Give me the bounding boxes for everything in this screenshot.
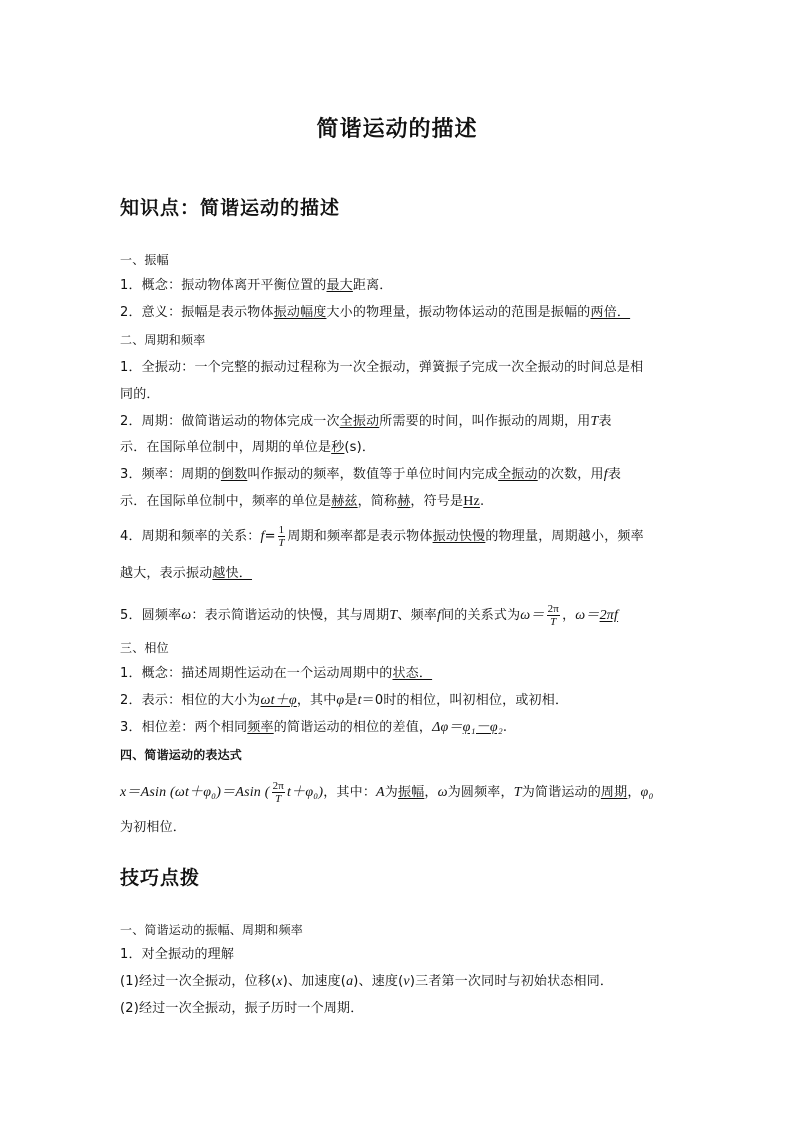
phase-concept: 1．概念：描述周期性运动在一个运动周期中的状态． — [120, 666, 433, 681]
phase-title: 三、相位 — [120, 641, 169, 655]
tips-item-1b: (2)经过一次全振动，振子历时一个周期． — [120, 1001, 364, 1016]
expression-formula-line: x＝Asin (ωt＋φ₀)＝Asin ( $\frac{2\pi}{T}$ t＋φ₀)，其中：A为振幅，ω为圆频率，T为简谐运动的周期，φ₀ — [120, 780, 654, 805]
section-heading-knowledge: 知识点：简谐运动的描述 — [120, 197, 341, 219]
fraction-2pi-over-T: $\frac{2\pi}{T}$ — [547, 603, 560, 628]
amplitude-meaning: 2．意义：振幅是表示物体振动幅度大小的物理量，振动物体运动的范围是振幅的两倍． — [120, 305, 631, 320]
fraction-1-over-T: $\frac{1}{T}$ — [278, 524, 285, 549]
section-heading-tips: 技巧点拨 — [120, 867, 201, 889]
period-frequency-relation-line1: 4．周期和频率的关系：f= $\frac{1}{T}$ 周期和频率都是表示物体振动快慢的物理量，周期越小，频率 — [120, 524, 644, 549]
phase-representation: 2．表示：相位的大小为ωt＋φ，其中φ是t＝0时的相位，叫初相位，或初相． — [120, 693, 569, 708]
period-definition-line2: 示．在国际单位制中，周期的单位是秒(s)． — [120, 440, 376, 455]
angular-frequency-line: 5．圆频率ω：表示简谐运动的快慢，其与周期T、频率f间的关系式为ω＝ $\frac{2\pi}{T}$ ，ω＝2πf — [120, 603, 619, 628]
frequency-definition-line1: 3．频率：周期的倒数叫作振动的频率，数值等于单位时间内完成全振动的次数，用f表 — [120, 467, 622, 482]
tips-subtitle: 一、简谐运动的振幅、周期和频率 — [120, 923, 304, 937]
full-vibration-line1: 1．全振动：一个完整的振动过程称为一次全振动，弹簧振子完成一次全振动的时间总是相 — [120, 360, 644, 375]
period-definition-line1: 2．周期：做简谐运动的物体完成一次全振动所需要的时间，叫作振动的周期，用T表 — [120, 414, 612, 429]
period-frequency-relation-line2: 越大，表示振动越快． — [120, 566, 253, 581]
tips-item-1: 1．对全振动的理解 — [120, 947, 235, 962]
expression-formula-line2: 为初相位． — [120, 820, 187, 835]
amplitude-concept: 1．概念：振动物体离开平衡位置的最大距离． — [120, 278, 393, 293]
frequency-definition-line2: 示．在国际单位制中，频率的单位是赫兹，简称赫，符号是Hz. — [120, 494, 485, 509]
fraction-2pi-over-T-expr: $\frac{2\pi}{T}$ — [272, 780, 285, 805]
expression-title: 四、简谐运动的表达式 — [120, 748, 243, 762]
full-vibration-line2: 同的． — [120, 387, 160, 402]
page-title: 简谐运动的描述 — [316, 117, 478, 142]
tips-item-1a: (1)经过一次全振动，位移(x)、加速度(a)、速度(v)三者第一次同时与初始状态相同． — [120, 974, 614, 989]
period-frequency-title: 二、周期和频率 — [120, 333, 206, 347]
phase-difference: 3．相位差：两个相同频率的简谐运动的相位的差值，Δφ＝φ₁－φ₂. — [120, 720, 508, 735]
amplitude-title: 一、振幅 — [120, 253, 169, 267]
